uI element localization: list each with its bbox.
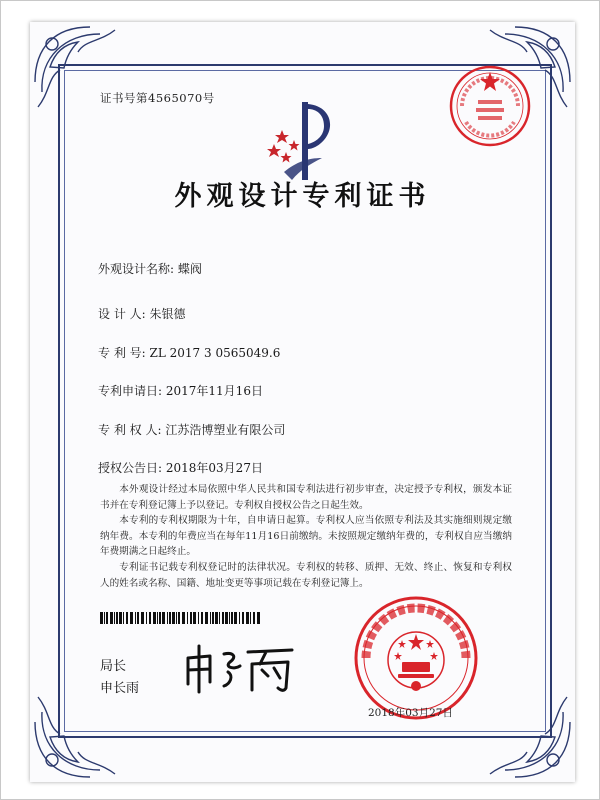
body-paragraph: 本外观设计经过本局依照中华人民共和国专利法进行初步审查，决定授予专利权，颁发本证书并在专利登记簿上予以登记。专利权自授权公告之日起生效。 (100, 484, 512, 511)
designer-row (98, 305, 186, 322)
national-ip-seal-icon (352, 594, 480, 722)
patentee-row (98, 421, 285, 438)
office-seal-icon (448, 64, 532, 148)
filing-date-row (98, 382, 263, 399)
patent-number-label: 专 利 号: (98, 346, 146, 360)
corner-ornament-icon (485, 692, 575, 782)
patent-number-value: ZL 2017 3 0565049.6 (149, 346, 281, 360)
certificate-number: 证书号第4565070号 (100, 91, 215, 105)
filing-date-label: 专利申请日: (98, 384, 163, 398)
body-paragraph: 本专利的专利权期限为十年，自申请日起算。专利权人应当依照专利法及其实施细则规定缴纳年费。本专利的年费应当在每年11月16日前缴纳。未按照规定缴纳年费的，专利权自应当缴纳年费期满之日起终止。 (100, 515, 512, 558)
design-name-value: 蝶阀 (177, 262, 202, 276)
filing-date-value: 2017年11月16日 (165, 384, 263, 398)
director-name: 申长雨 (100, 681, 140, 696)
patent-office-emblem-icon (264, 92, 338, 186)
certificate-body-text (100, 482, 512, 591)
design-name-row (98, 260, 202, 277)
patentee-label: 专 利 权 人: (98, 423, 162, 437)
grant-date-row (98, 459, 263, 476)
designer-label: 设 计 人: (98, 307, 146, 321)
design-name-label: 外观设计名称: (98, 262, 175, 276)
body-paragraph: 专利证书记载专利权登记时的法律状况。专利权的转移、质押、无效、终止、恢复和专利权人的姓名或名称、国籍、地址变更等事项记载在专利登记簿上。 (100, 561, 512, 589)
patentee-value: 江苏浩博塑业有限公司 (165, 423, 286, 437)
seal-date: 2018年03月27日 (368, 707, 453, 719)
patent-number-row (98, 344, 280, 361)
designer-value: 朱银德 (149, 307, 186, 321)
grant-date-value: 2018年03月27日 (165, 461, 263, 475)
certificate-paper (30, 22, 575, 782)
certificate-title: 外观设计专利证书 (174, 181, 431, 212)
corner-ornament-icon (30, 692, 120, 782)
grant-date-label: 授权公告日: (98, 461, 163, 475)
barcode (100, 612, 262, 624)
director-title: 局长 (100, 659, 127, 674)
signature-image (180, 640, 300, 695)
